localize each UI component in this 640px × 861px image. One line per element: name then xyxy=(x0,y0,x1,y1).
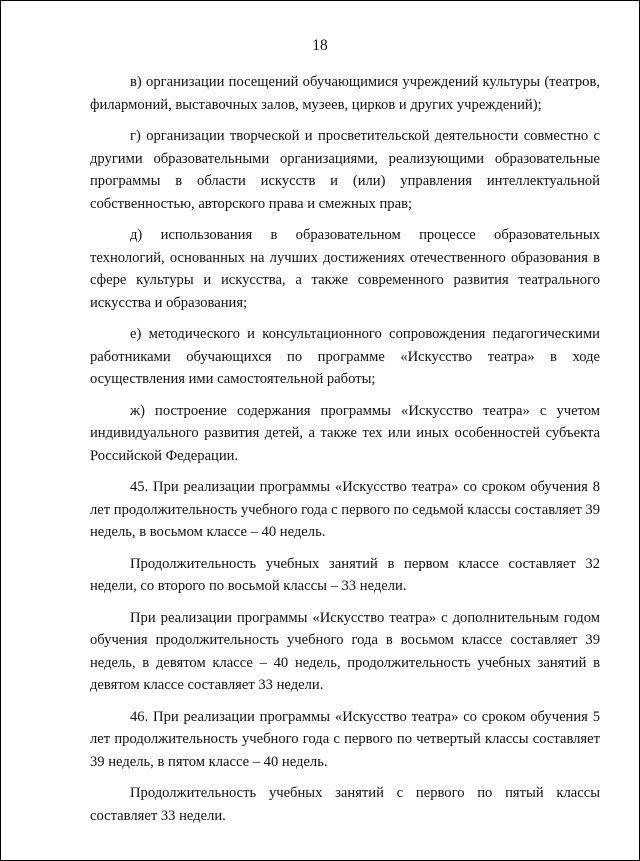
paragraph-45-duration: Продолжительность учебных занятий в первом классе составляет 32 недели, со второго по восьмой классы – 33 недели. xyxy=(90,555,600,594)
paragraph-d: д) использования в образовательном процессе образовательных технологий, основанных на лучших достижениях отечественного образования в сфере культуры и искусства, а также современного развития театрального искусства и образования; xyxy=(90,227,600,311)
paragraph-g: г) организации творческой и просветительской деятельности совместно с другими образовательными организациями, реализующими образовательные программы в области искусств и (или) управления интеллектуальной собственностью, авторского права и смежных прав; xyxy=(90,128,600,212)
paragraph-45: 45. При реализации программы «Искусство театра» со сроком обучения 8 лет продолжительность учебного года с первого по седьмой классы составляет 39 недель, в восьмом классе – 40 недель. xyxy=(90,479,600,540)
paragraph-46: 46. При реализации программы «Искусство театра» со сроком обучения 5 лет продолжительность учебного года с первого по четвертый классы составляет 39 недель, в пятом классе – 40 недель. xyxy=(90,708,600,770)
page-number: 18 xyxy=(312,37,328,54)
paragraph-e: е) методического и консультационного сопровождения педагогическими работниками обучающихся по программе «Искусство театра» в ходе осуществления ими самостоятельной работы; xyxy=(90,326,600,387)
paragraph-v: в) организации посещений обучающимися учреждений культуры (театров, филармоний, выставочных залов, музеев, цирков и других учреждений); xyxy=(90,74,600,113)
paragraph-46-duration: Продолжительность учебных занятий с первого по пятый классы составляет 33 недели. xyxy=(90,785,600,824)
paragraph-zh: ж) построение содержания программы «Искусство театра» с учетом индивидуального развития детей, а также тех или иных особенностей субъекта Российской Федерации. xyxy=(90,402,600,464)
document-body xyxy=(90,71,600,827)
paragraph-45-extra-year: При реализации программы «Искусство театра» с дополнительным годом обучения продолжительность учебного года в восьмом классе составляет 39 недель, в девятом классе – 40 недель, продолжительность учебных занятий в девятом классе составляет 33 недели. xyxy=(90,609,600,693)
